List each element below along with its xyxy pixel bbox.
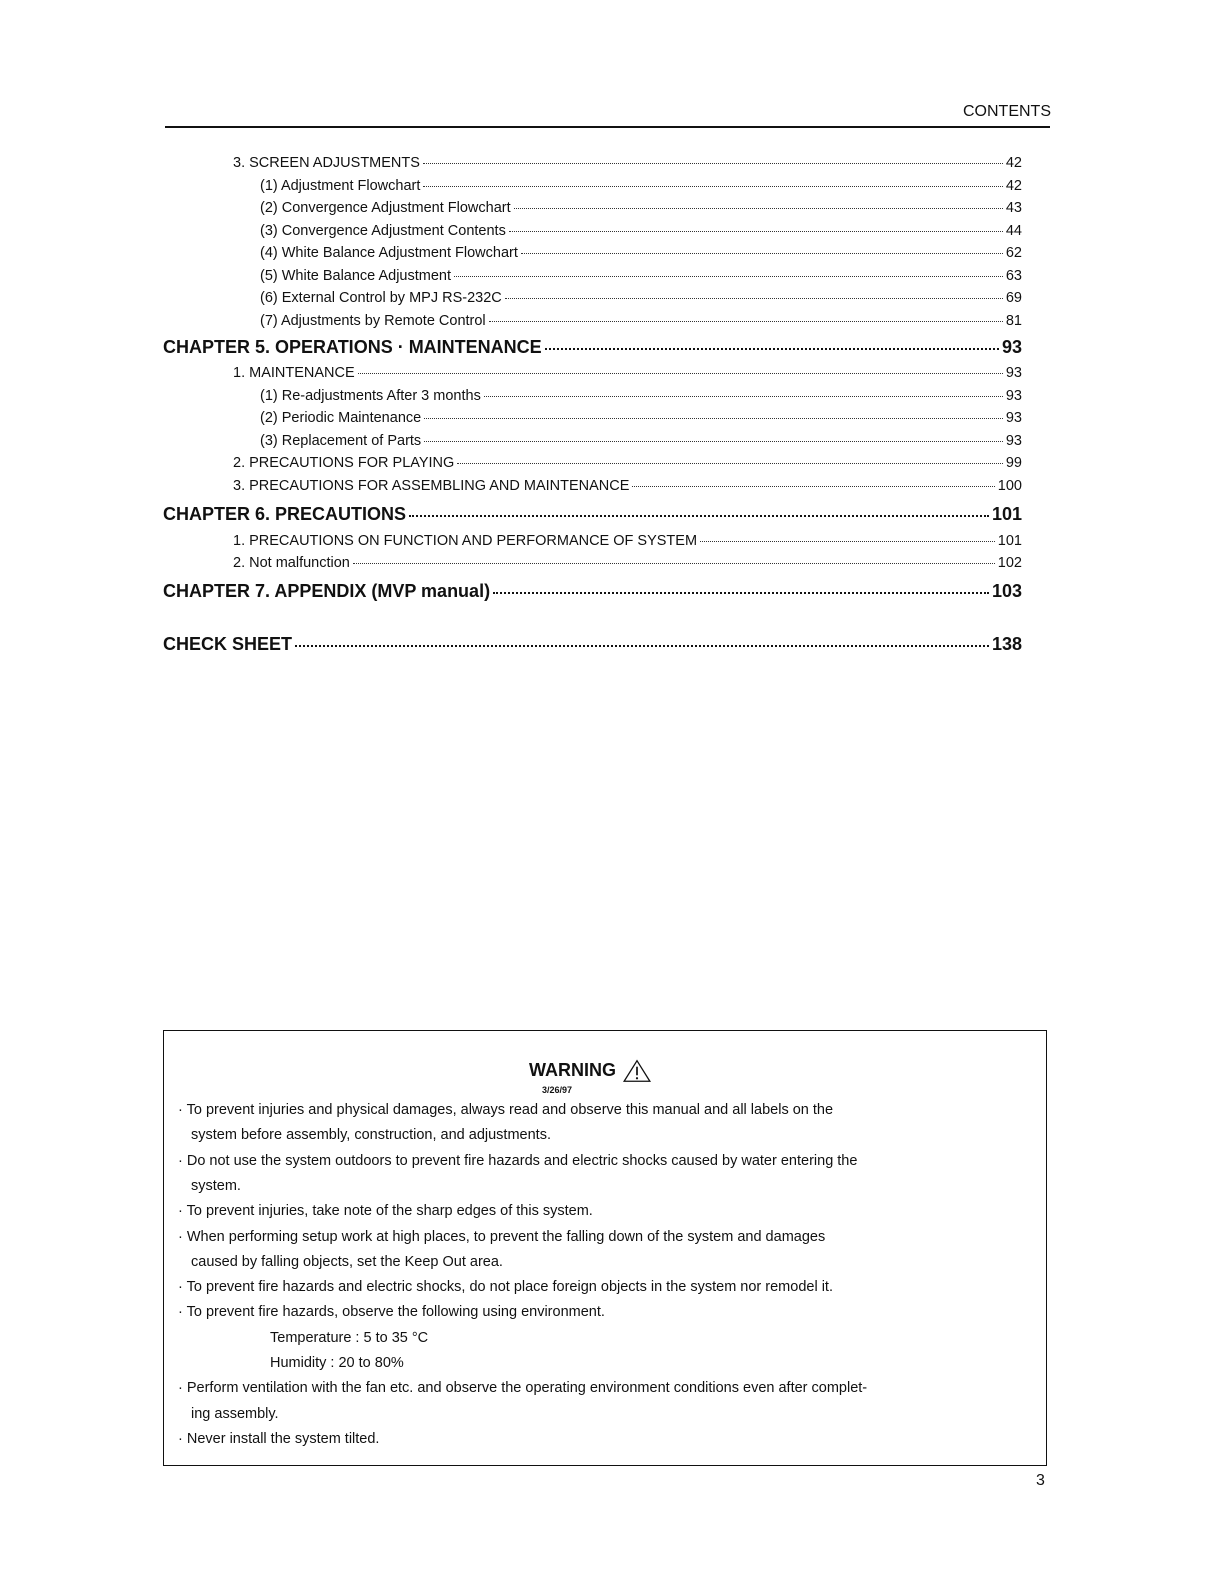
warning-line: system before assembly, construction, and adjustments.: [191, 1127, 551, 1144]
warning-box: [163, 1030, 1047, 1466]
toc-label: 3. SCREEN ADJUSTMENTS: [233, 155, 420, 171]
toc-label: (1) Adjustment Flowchart: [260, 178, 421, 194]
dot-leader: [353, 563, 995, 564]
dot-leader: [493, 592, 989, 594]
toc-entry: [260, 243, 1022, 263]
toc-entry: [260, 386, 1022, 406]
toc-label: 2. PRECAUTIONS FOR PLAYING: [233, 455, 455, 471]
warning-line: · Do not use the system outdoors to prevent fire hazards and electric shocks caused by water entering the: [178, 1152, 858, 1169]
toc-page: 93: [1005, 365, 1022, 381]
dot-leader: [454, 276, 1003, 277]
toc-entry: [260, 311, 1022, 331]
toc-label: (5) White Balance Adjustment: [260, 268, 452, 284]
header-title: CONTENTS: [963, 103, 1051, 120]
toc-page: 101: [997, 533, 1022, 549]
toc-label: CHAPTER 5. OPERATIONS · MAINTENANCE: [163, 337, 542, 357]
toc-label: (2) Periodic Maintenance: [260, 410, 422, 426]
warning-date: 3/26/97: [542, 1085, 573, 1095]
toc-label: 1. MAINTENANCE: [233, 365, 355, 381]
warning-title: [529, 1057, 652, 1083]
toc-entry: [233, 153, 1022, 173]
toc-entry: [260, 288, 1022, 308]
toc-label: (3) Replacement of Parts: [260, 433, 422, 449]
dot-leader: [358, 373, 1003, 374]
page-number: 3: [1036, 1472, 1045, 1489]
dot-leader: [423, 186, 1002, 187]
warning-line: · To prevent fire hazards and electric shocks, do not place foreign objects in the system nor remodel it.: [178, 1279, 833, 1296]
toc-page: 44: [1005, 223, 1022, 239]
toc-page: 93: [1005, 410, 1022, 426]
warning-line: system.: [191, 1177, 241, 1194]
dot-leader: [632, 486, 994, 487]
toc-page: 102: [997, 555, 1022, 571]
toc-entry: [233, 531, 1022, 551]
toc-entry: [260, 198, 1022, 218]
toc-label: 1. PRECAUTIONS ON FUNCTION AND PERFORMANCE OF SYSTEM: [233, 533, 698, 549]
toc-page: 93: [1001, 337, 1022, 357]
dot-leader: [521, 253, 1003, 254]
dot-leader: [423, 163, 1003, 164]
toc-label: CHAPTER 6. PRECAUTIONS: [163, 504, 407, 524]
dot-leader: [424, 418, 1003, 419]
warning-line: · To prevent injuries, take note of the sharp edges of this system.: [178, 1203, 593, 1220]
toc-page: 63: [1005, 268, 1022, 284]
toc-entry: [163, 502, 1022, 526]
dot-leader: [484, 396, 1003, 397]
header-rule: [165, 126, 1050, 128]
dot-leader: [505, 298, 1003, 299]
warning-line: · Never install the system tilted.: [178, 1430, 380, 1447]
warning-line: Temperature : 5 to 35 °C: [270, 1329, 429, 1346]
toc-page: 93: [1005, 433, 1022, 449]
warning-line: · To prevent fire hazards, observe the following using environment.: [178, 1304, 605, 1321]
toc-entry: [260, 431, 1022, 451]
dot-leader: [545, 348, 999, 350]
toc-entry: [260, 266, 1022, 286]
toc-page: 81: [1005, 313, 1022, 329]
warning-line: Humidity : 20 to 80%: [270, 1355, 404, 1371]
toc-entry: [233, 476, 1022, 496]
toc-entry: [260, 176, 1022, 196]
warning-line: · To prevent injuries and physical damages, always read and observe this manual and all labels on the: [178, 1102, 834, 1118]
dot-leader: [509, 231, 1003, 232]
warning-title-text: WARNING: [529, 1060, 616, 1080]
toc-entry: [233, 553, 1022, 573]
toc-label: (2) Convergence Adjustment Flowchart: [260, 200, 511, 216]
warning-line: · When performing setup work at high places, to prevent the falling down of the system and damages: [178, 1228, 826, 1245]
toc-page: 43: [1005, 200, 1022, 216]
dot-leader: [424, 441, 1003, 442]
toc-page: 42: [1005, 155, 1022, 171]
toc-page: 69: [1005, 290, 1022, 306]
toc-label: (1) Re-adjustments After 3 months: [260, 388, 481, 404]
toc-label: CHAPTER 7. APPENDIX (MVP manual): [163, 581, 491, 601]
warning-line: ing assembly.: [191, 1405, 279, 1422]
toc-page: 101: [991, 504, 1022, 524]
toc-label: (4) White Balance Adjustment Flowchart: [260, 245, 518, 261]
toc-label: CHECK SHEET: [163, 634, 293, 654]
warning-triangle-icon: [622, 1059, 652, 1083]
toc-page: 93: [1005, 388, 1022, 404]
toc-entry: [233, 453, 1022, 473]
dot-leader: [295, 645, 989, 647]
toc-label: (3) Convergence Adjustment Contents: [260, 223, 506, 239]
toc-label: (7) Adjustments by Remote Control: [260, 313, 486, 329]
toc-page: 103: [991, 581, 1022, 601]
dot-leader: [409, 515, 989, 517]
dot-leader: [489, 321, 1003, 322]
toc-page: 62: [1005, 245, 1022, 261]
warning-line: · Perform ventilation with the fan etc. and observe the operating environment conditions even after complet-: [178, 1380, 868, 1397]
warning-line: caused by falling objects, set the Keep Out area.: [191, 1253, 503, 1270]
dot-leader: [457, 463, 1003, 464]
toc-label: (6) External Control by MPJ RS-232C: [260, 290, 502, 306]
toc-page: 138: [991, 634, 1022, 654]
toc-entry: [233, 363, 1022, 383]
toc-entry: [163, 579, 1022, 603]
toc-entry: [260, 408, 1022, 428]
toc-entry: [163, 335, 1022, 359]
toc-label: 3. PRECAUTIONS FOR ASSEMBLING AND MAINTENANCE: [233, 478, 630, 494]
toc-entry: [260, 221, 1022, 241]
toc-page: 100: [997, 478, 1022, 494]
toc-page: 42: [1005, 178, 1022, 194]
dot-leader: [514, 208, 1003, 209]
dot-leader: [700, 541, 995, 542]
toc-page: 99: [1005, 455, 1022, 471]
toc-entry: [163, 632, 1022, 656]
toc-label: 2. Not malfunction: [233, 555, 350, 571]
